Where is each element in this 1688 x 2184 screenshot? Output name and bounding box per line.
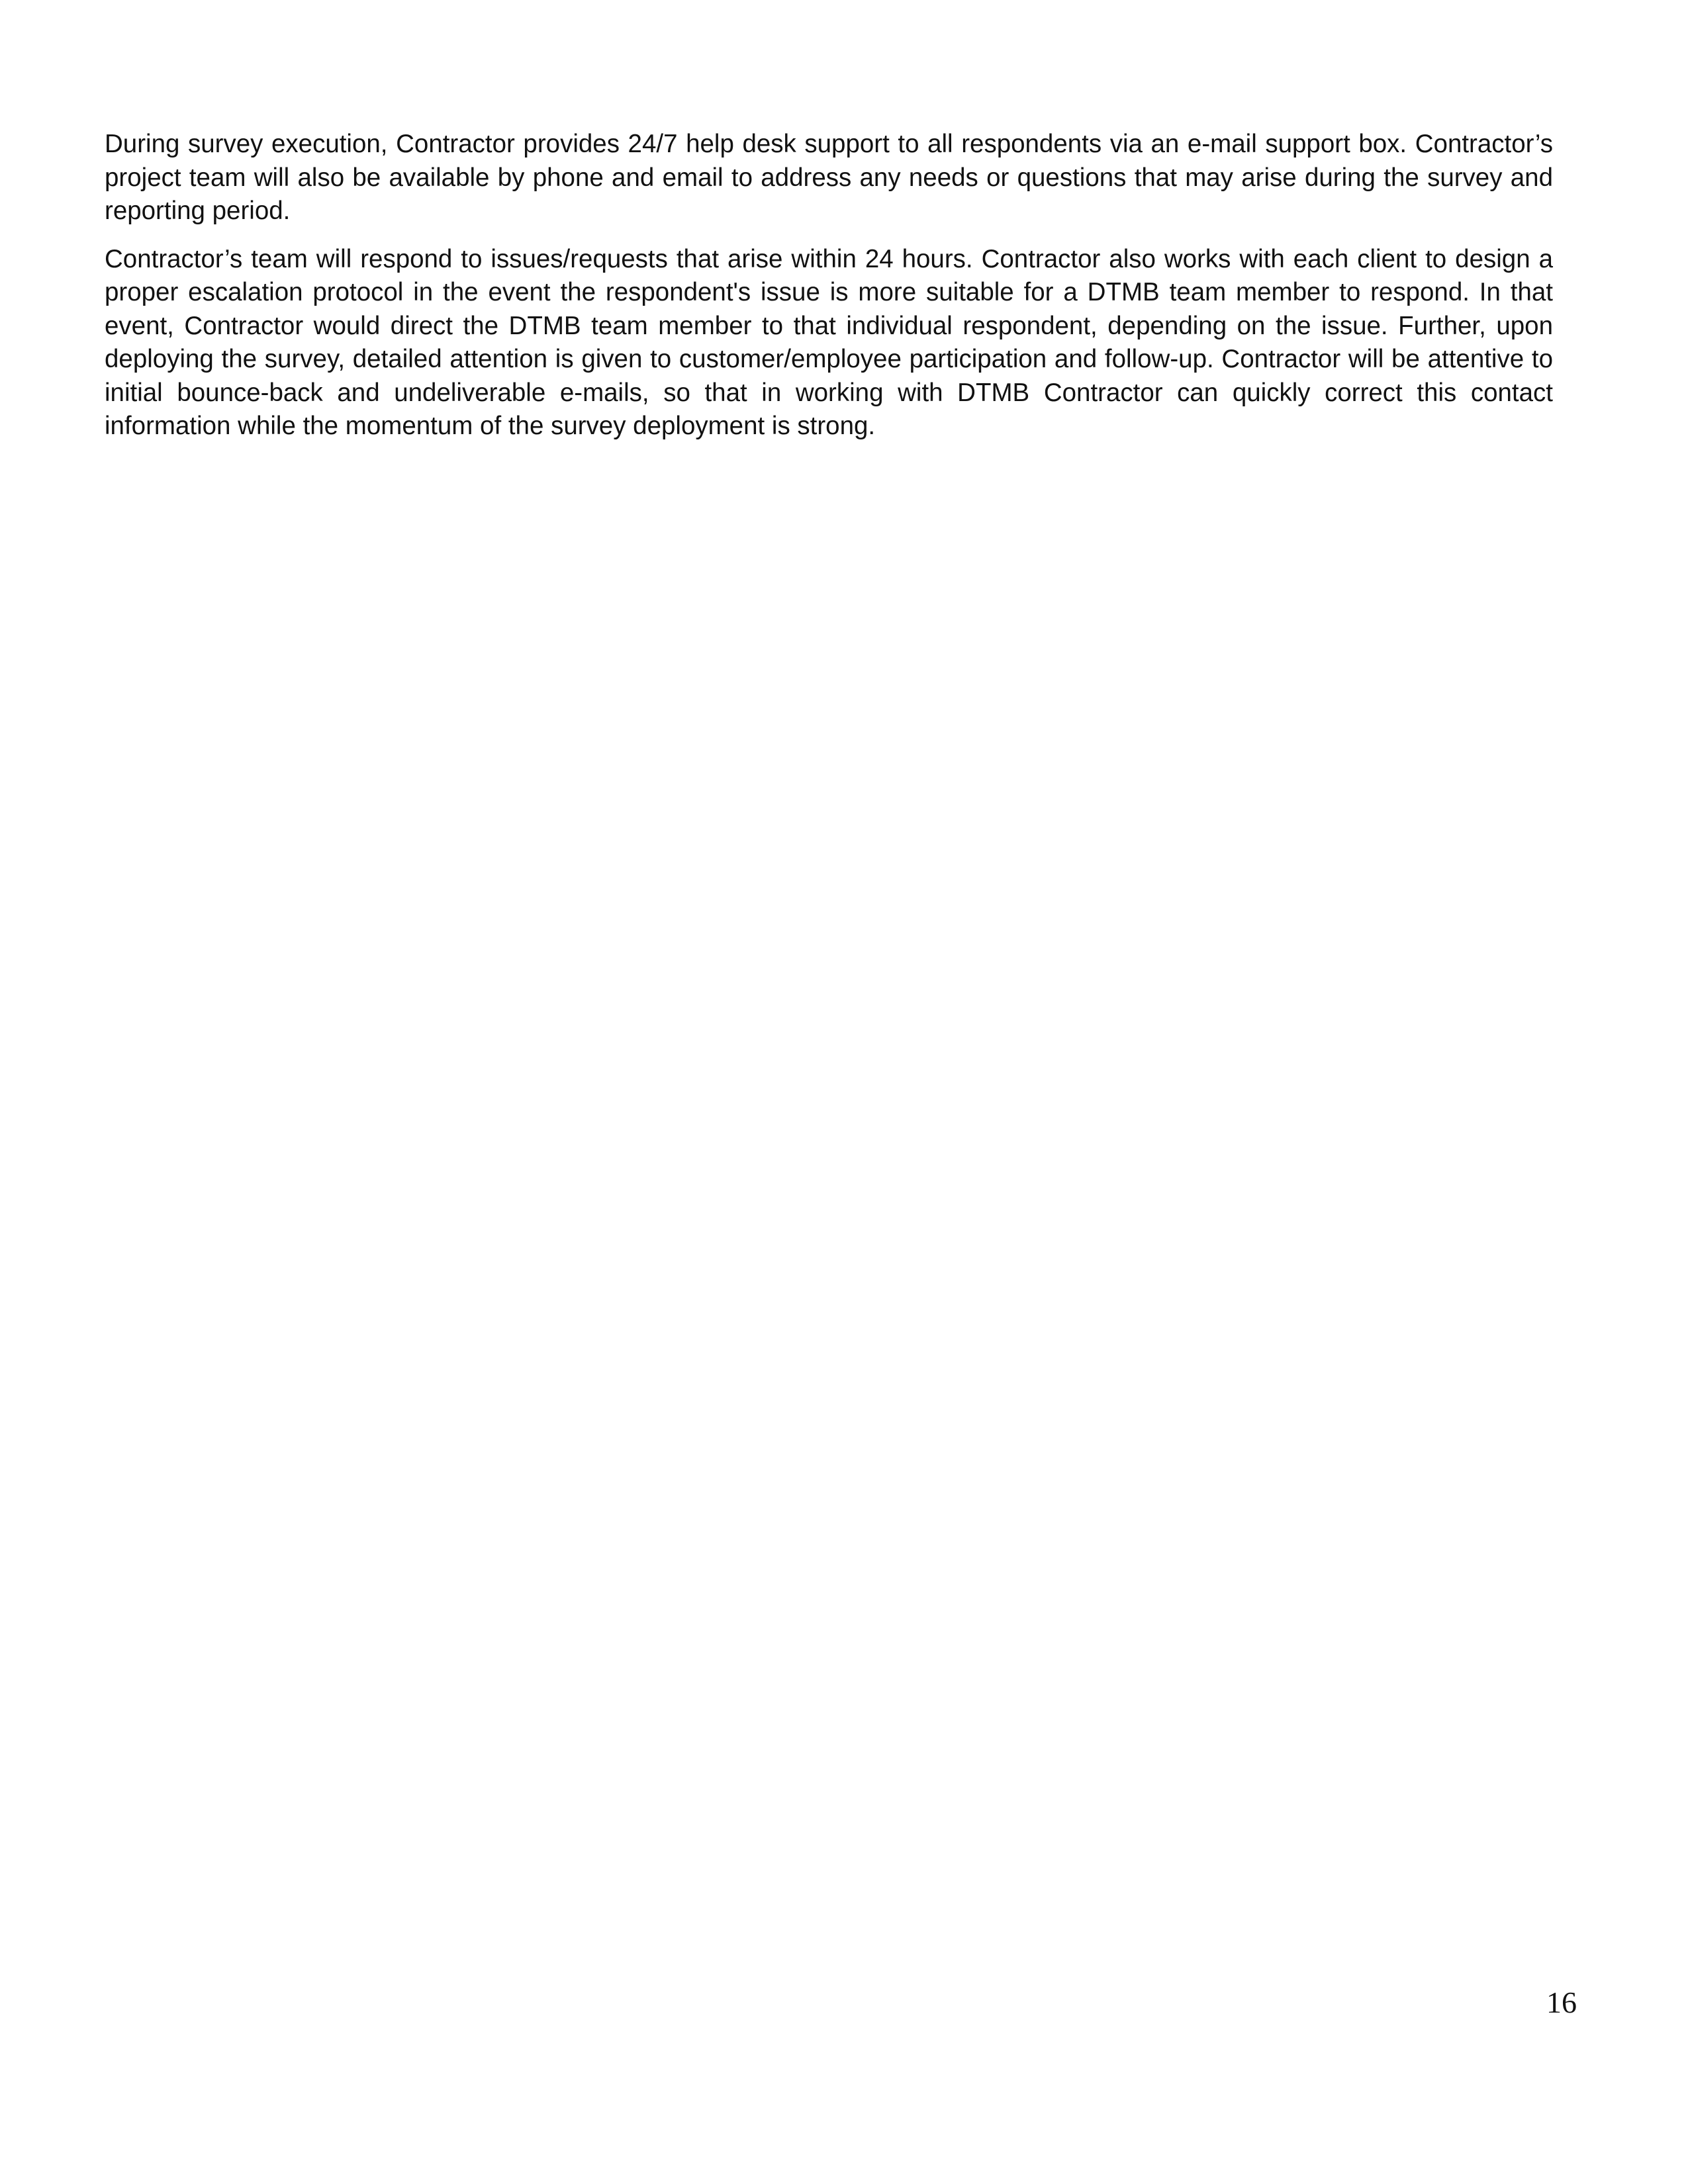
page-number: 16	[1546, 1985, 1577, 2019]
paragraph-escalation-protocol: Contractor’s team will respond to issues/requests that arise within 24 hours. Contractor also works with each client to design a proper escalation protocol in the event the respondent's issue is more suitable for a DTMB team member to respond. In that event, Contractor would direct the DTMB team member to that individual respondent, depending on the issue. Further, upon deploying the survey, detailed attention is given to customer/employee participation and follow-up. Contractor will be attentive to initial bounce-back and undeliverable e-mails, so that in working with DTMB Contractor can quickly correct this contact information while the momentum of the survey deployment is strong.	[105, 244, 1553, 440]
document-body	[105, 128, 1553, 458]
paragraph-help-desk-support: During survey execution, Contractor provides 24/7 help desk support to all respondents via an e-mail support box. Contractor’s project team will also be available by phone and email to address any needs or questions that may arise during the survey and reporting period.	[105, 130, 1553, 225]
